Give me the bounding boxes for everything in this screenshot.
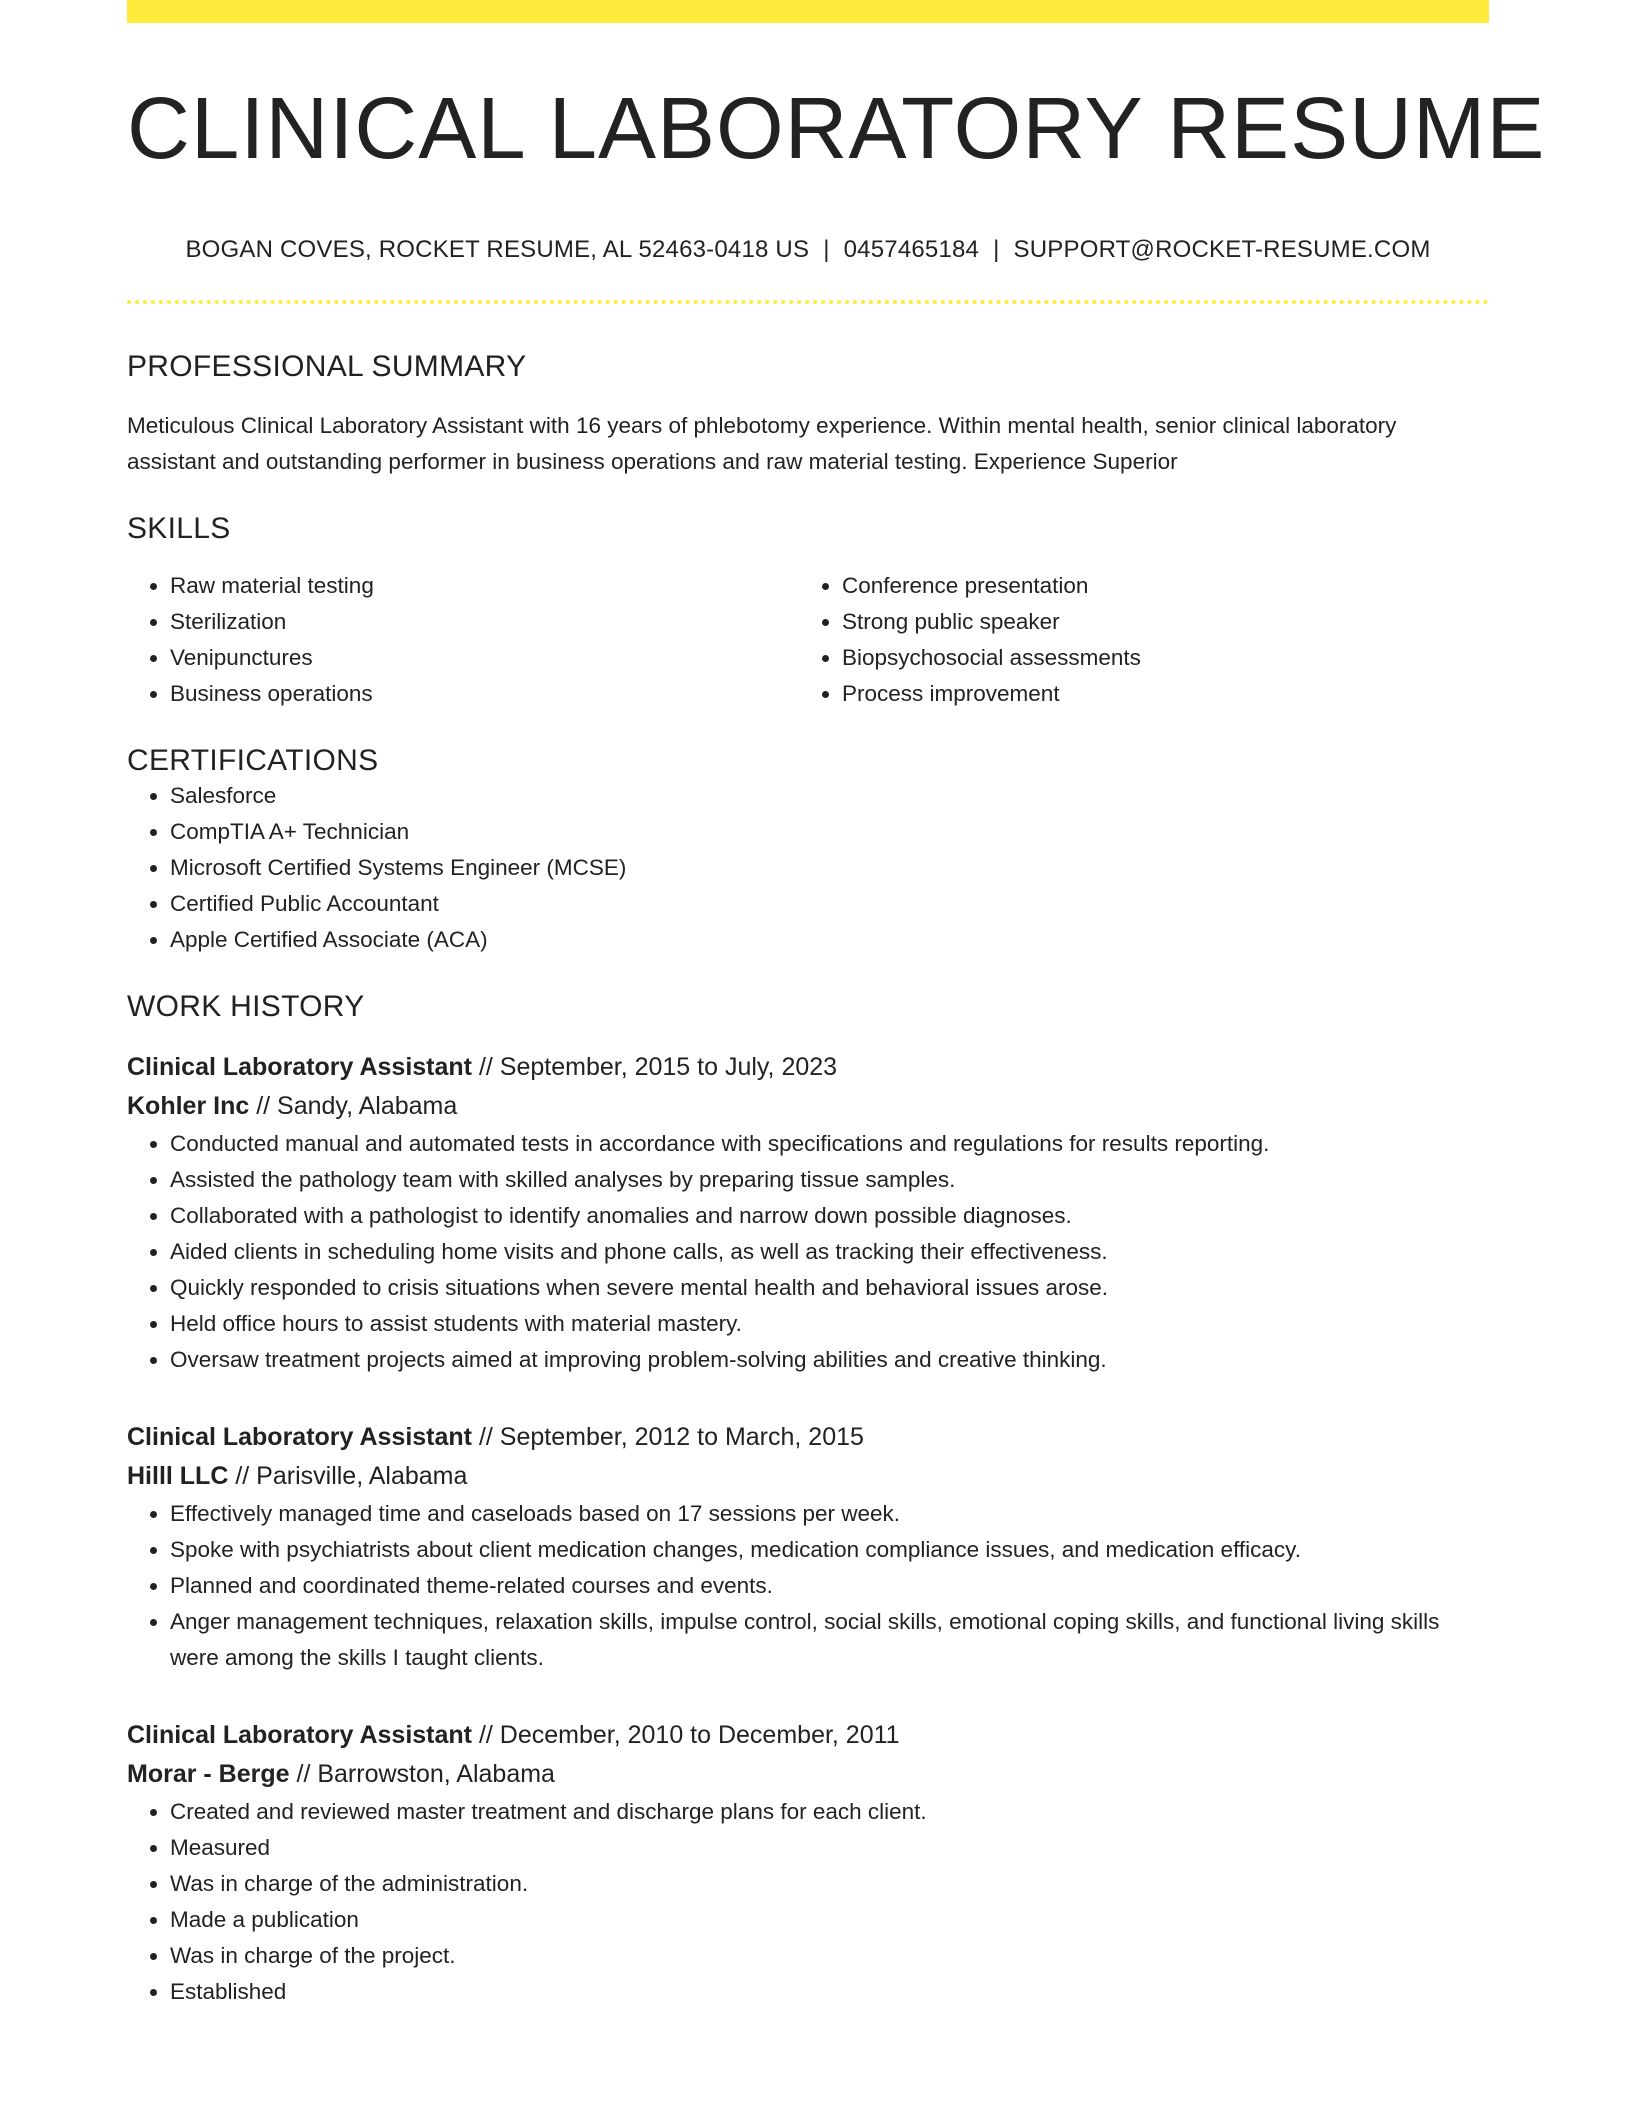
job-role: Clinical Laboratory Assistant <box>127 1053 472 1082</box>
skill-item: • Business operations <box>170 676 799 712</box>
job-location: // Sandy, Alabama <box>256 1092 458 1121</box>
job-company: Hilll LLC <box>127 1462 229 1491</box>
job-role-line <box>127 1418 1489 1457</box>
accent-top-bar <box>127 0 1489 23</box>
job-duty: • Quickly responded to crisis situations when severe mental health and behavioral issues arose. <box>170 1270 1489 1306</box>
job-company-line <box>127 1457 1489 1496</box>
certification-item: • Salesforce <box>170 778 1489 814</box>
skills-column-right <box>799 568 1471 712</box>
certification-item: • Certified Public Accountant <box>170 886 1489 922</box>
certification-item: • Apple Certified Associate (ACA) <box>170 922 1489 958</box>
job-duty: • Held office hours to assist students with material mastery. <box>170 1306 1489 1342</box>
job-duty: • Effectively managed time and caseloads based on 17 sessions per week. <box>170 1496 1489 1532</box>
job-duty: • Aided clients in scheduling home visits and phone calls, as well as tracking their effectiveness. <box>170 1234 1489 1270</box>
job-location: // Parisville, Alabama <box>235 1462 468 1491</box>
job-dates: // September, 2015 to July, 2023 <box>478 1053 838 1082</box>
job-duty: • Spoke with psychiatrists about client medication changes, medication compliance issues, and medication efficacy. <box>170 1532 1489 1568</box>
skill-item: • Sterilization <box>170 604 799 640</box>
job-role: Clinical Laboratory Assistant <box>127 1423 472 1452</box>
resume-title: CLINICAL LABORATORY RESUME <box>127 80 1546 177</box>
skills-list-left <box>127 568 799 712</box>
skill-item: • Raw material testing <box>170 568 799 604</box>
job-entry <box>127 1418 1489 1676</box>
summary-text: Meticulous Clinical Laboratory Assistant with 16 years of phlebotomy experience. Within mental health, senior clinical laboratory assistant and outstanding performer in business operations and raw material testing. Experience Superior <box>127 413 1397 475</box>
skills-heading: SKILLS <box>127 512 231 546</box>
job-company: Morar - Berge <box>127 1760 290 1789</box>
job-duty: • Collaborated with a pathologist to identify anomalies and narrow down possible diagnoses. <box>170 1198 1489 1234</box>
job-duties-list <box>127 1496 1489 1676</box>
skill-item: • Process improvement <box>842 676 1471 712</box>
job-company-line <box>127 1087 1489 1126</box>
job-company-line <box>127 1755 1489 1794</box>
contact-line <box>127 236 1489 264</box>
job-company: Kohler Inc <box>127 1092 250 1121</box>
job-duty: • Planned and coordinated theme-related courses and events. <box>170 1568 1489 1604</box>
job-duty: • Oversaw treatment projects aimed at improving problem-solving abilities and creative thinking. <box>170 1342 1489 1378</box>
skill-item: • Venipunctures <box>170 640 799 676</box>
skill-item: • Biopsychosocial assessments <box>842 640 1471 676</box>
skills-list-right <box>799 568 1471 712</box>
skill-item: • Conference presentation <box>842 568 1471 604</box>
summary-heading: PROFESSIONAL SUMMARY <box>127 350 527 384</box>
job-duties-list <box>127 1794 1489 2010</box>
contact-separator: | <box>993 236 1000 264</box>
job-duty: • Was in charge of the project. <box>170 1938 1489 1974</box>
contact-phone: 0457465184 <box>843 236 980 264</box>
job-role-line <box>127 1716 1489 1755</box>
contact-separator: | <box>823 236 830 264</box>
job-duty: • Anger management techniques, relaxation skills, impulse control, social skills, emotional coping skills, and functional living skills were among the skills I taught clients. <box>170 1604 1489 1676</box>
work-history-heading: WORK HISTORY <box>127 990 365 1024</box>
job-duties-list <box>127 1126 1489 1378</box>
resume-page <box>127 0 1546 2010</box>
skill-item: • Strong public speaker <box>842 604 1471 640</box>
job-duty: • Made a publication <box>170 1902 1489 1938</box>
job-location: // Barrowston, Alabama <box>296 1760 555 1789</box>
contact-email: SUPPORT@ROCKET-RESUME.COM <box>1013 236 1431 264</box>
certifications-list <box>127 778 1489 958</box>
dotted-divider <box>127 300 1489 304</box>
job-role-line <box>127 1048 1489 1087</box>
certifications-heading: CERTIFICATIONS <box>127 744 379 778</box>
job-entry <box>127 1048 1489 1378</box>
job-entry <box>127 1716 1489 2010</box>
job-duty: • Assisted the pathology team with skilled analyses by preparing tissue samples. <box>170 1162 1489 1198</box>
job-role: Clinical Laboratory Assistant <box>127 1721 472 1750</box>
certification-item: • CompTIA A+ Technician <box>170 814 1489 850</box>
skills-column-left <box>127 568 799 712</box>
certification-item: • Microsoft Certified Systems Engineer (MCSE) <box>170 850 1489 886</box>
contact-address: BOGAN COVES, ROCKET RESUME, AL 52463-0418 US <box>185 236 810 264</box>
job-duty: • Created and reviewed master treatment and discharge plans for each client. <box>170 1794 1489 1830</box>
job-duty: • Measured <box>170 1830 1489 1866</box>
job-dates: // December, 2010 to December, 2011 <box>478 1721 900 1750</box>
skills-grid <box>127 568 1489 712</box>
job-duty: • Established <box>170 1974 1489 2010</box>
job-duty: • Conducted manual and automated tests in accordance with specifications and regulations for results reporting. <box>170 1126 1489 1162</box>
job-duty: • Was in charge of the administration. <box>170 1866 1489 1902</box>
job-dates: // September, 2012 to March, 2015 <box>478 1423 864 1452</box>
